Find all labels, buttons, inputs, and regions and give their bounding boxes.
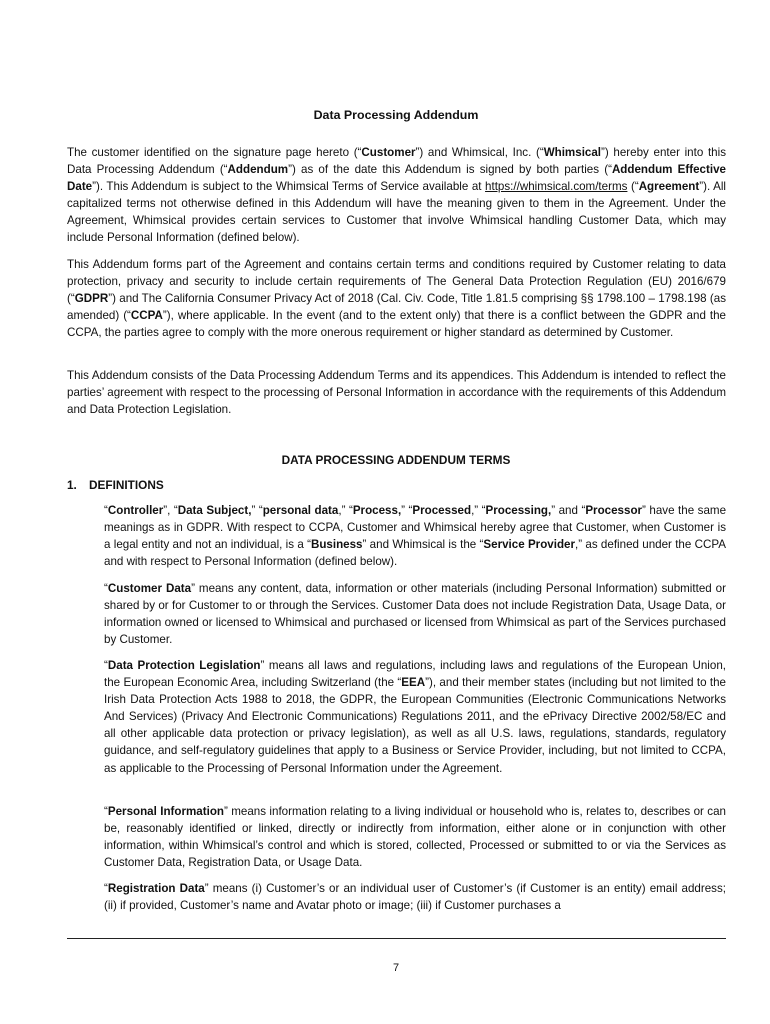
defined-term: Process, <box>352 504 402 517</box>
text-run: The customer identified on the signature page hereto (“ <box>67 146 362 159</box>
text-run: This Addendum forms part of the Agreement and contains certain terms and conditions required by Customer relating to data protection, privacy and security to include certain requirements of The General Data Protection Regulation (EU) 2016/679 (“ <box>67 258 726 306</box>
terms-of-service-link[interactable]: https://whimsical.com/terms <box>485 180 628 194</box>
defined-term: Processing, <box>485 504 552 517</box>
page-number: 7 <box>392 962 400 974</box>
intro-paragraph-2 <box>67 256 726 341</box>
text-run: “ <box>104 659 108 672</box>
section-number: 1. <box>67 478 77 492</box>
defined-term: Personal Information <box>107 805 224 818</box>
intro-paragraph-1 <box>67 144 726 247</box>
text-run: ”), where applicable. In the event (and to the extent only) that there is a conflict between the GDPR and the CCPA, the parties agree to comply with the more onerous requirement or higher standard as determined by Customer. <box>67 309 726 340</box>
text-run: “ <box>104 504 108 517</box>
defined-term: Data Protection Legislation <box>107 659 261 672</box>
text-run: ”) hereby enter into this Data Processing Addendum (“ <box>67 146 726 177</box>
text-run: ”) and Whimsical, Inc. (“ <box>415 146 544 159</box>
text-run: ” means (i) Customer’s or an individual user of Customer’s (if Customer is an entity) email address; (ii) if provided, Customer’s name and Avatar photo or image; (iii) if Customer purchases a <box>104 882 726 913</box>
definition-customer-data <box>104 580 726 648</box>
defined-term: personal data <box>262 504 339 517</box>
text-run: (“ <box>627 180 639 194</box>
text-run: ” “ <box>251 504 263 517</box>
text-run: “ <box>104 582 108 595</box>
text-run: ”, “ <box>163 504 178 517</box>
defined-term: Data Subject, <box>177 504 252 517</box>
text-run: ”), and their member states (including but not limited to the Irish Data Protection Acts 1988 to 2018, the GDPR, the European Communities (Electronic Communications Networks And Services) (Privacy And Electronic Communications) Regulations 2011, and the ePrivacy Directive 2002/58/EC and all other applicable data protection or privacy legislation), as well as all U.S. laws, regulations, standards, regulatory guidance, and self-regulatory guidelines that apply to a Business or Service Provider, including, but not limited to CCPA, as applicable to the Processing of Personal Information under the Agreement. <box>104 676 726 775</box>
defined-term: Customer Data <box>107 582 192 595</box>
text-run: ”). This Addendum is subject to the Whimsical Terms of Service available at <box>92 180 486 194</box>
text-run: ,” “ <box>471 504 486 517</box>
definition-data-protection-legislation <box>104 657 726 777</box>
defined-term: EEA <box>401 676 426 690</box>
text-run: ”) and The California Consumer Privacy Act of 2018 (Cal. Civ. Code, Title 1.81.5 comprising §§ 1798.100 – 1798.198 (as amended) (“ <box>67 292 726 323</box>
document-title: Data Processing Addendum <box>313 108 479 122</box>
text-run: ”) as of the date this Addendum is signed by both parties (“ <box>288 163 612 177</box>
definition-personal-information <box>104 803 726 871</box>
defined-term: Registration Data <box>107 882 205 895</box>
intro-paragraph-3: This Addendum consists of the Data Processing Addendum Terms and its appendices. This Addendum is intended to reflect the parties’ agreement with respect to the processing of Personal Information in accordance with the requirements of this Addendum and Data Protection Legislation. <box>67 369 726 417</box>
text-run: ” means all laws and regulations, including laws and regulations of the European Union, the European Economic Area, including Switzerland (the “ <box>104 659 726 690</box>
footer-divider <box>67 938 726 939</box>
defined-term: Service Provider <box>483 538 575 552</box>
text-run: ” and Whimsical is the “ <box>362 538 484 552</box>
text-run: ” means any content, data, information or other materials (including Personal Information) submitted or shared by or for Customer to or through the Services. Customer Data does not include Registration Data, Usage Data, or information owned or licensed to Whimsical and purchased or licensed from Whimsical as part of the Services purchased by Customer. <box>104 582 726 647</box>
defined-term-customer: Customer <box>361 146 416 159</box>
terms-heading: DATA PROCESSING ADDENDUM TERMS <box>281 453 511 467</box>
text-run: ” have the same meanings as in GDPR. With respect to CCPA, Customer and Whimsical hereby agree that Customer, when Customer is a legal entity and not an individual, is a “ <box>104 504 727 552</box>
defined-term-gdpr: GDPR <box>74 292 109 306</box>
text-run: ”). All capitalized terms not otherwise defined in this Addendum will have the meaning given to them in the Agreement. Under the Agreement, Whimsical provides certain services to Customer that involve Whimsical handling Customer Data, which may include Personal Information (defined below). <box>67 180 726 245</box>
text-run: ” and “ <box>551 504 586 517</box>
definitions-heading <box>67 478 164 492</box>
definition-controller <box>104 502 726 570</box>
text-run: “ <box>104 882 108 895</box>
text-run: ” means information relating to a living individual or household who is, relates to, describes or can be, reasonably identified or linked, directly or indirectly from information, either alone or in conjunction with other information, within Whimsical’s control and which is stored, collected, Processed or submitted to or via the Services as Customer Data, Registration Data, or Usage Data. <box>104 805 726 870</box>
defined-term-ccpa: CCPA <box>130 309 163 323</box>
text-run: ,” “ <box>338 504 353 517</box>
text-run: ,” as defined under the CCPA and with respect to Personal Information (defined below). <box>104 538 726 569</box>
defined-term: Processed <box>412 504 472 517</box>
defined-term-whimsical: Whimsical <box>543 146 602 159</box>
text-run: ” “ <box>401 504 413 517</box>
text-run: “ <box>104 805 108 818</box>
defined-term-addendum-effective-date: Addendum Effective Date <box>67 163 726 194</box>
section-label: DEFINITIONS <box>89 478 164 492</box>
defined-term: Business <box>310 538 363 552</box>
defined-term: Processor <box>585 504 643 517</box>
defined-term: Controller <box>107 504 164 517</box>
definition-registration-data <box>104 880 726 914</box>
defined-term-agreement: Agreement <box>638 180 700 194</box>
defined-term-addendum: Addendum <box>227 163 289 177</box>
